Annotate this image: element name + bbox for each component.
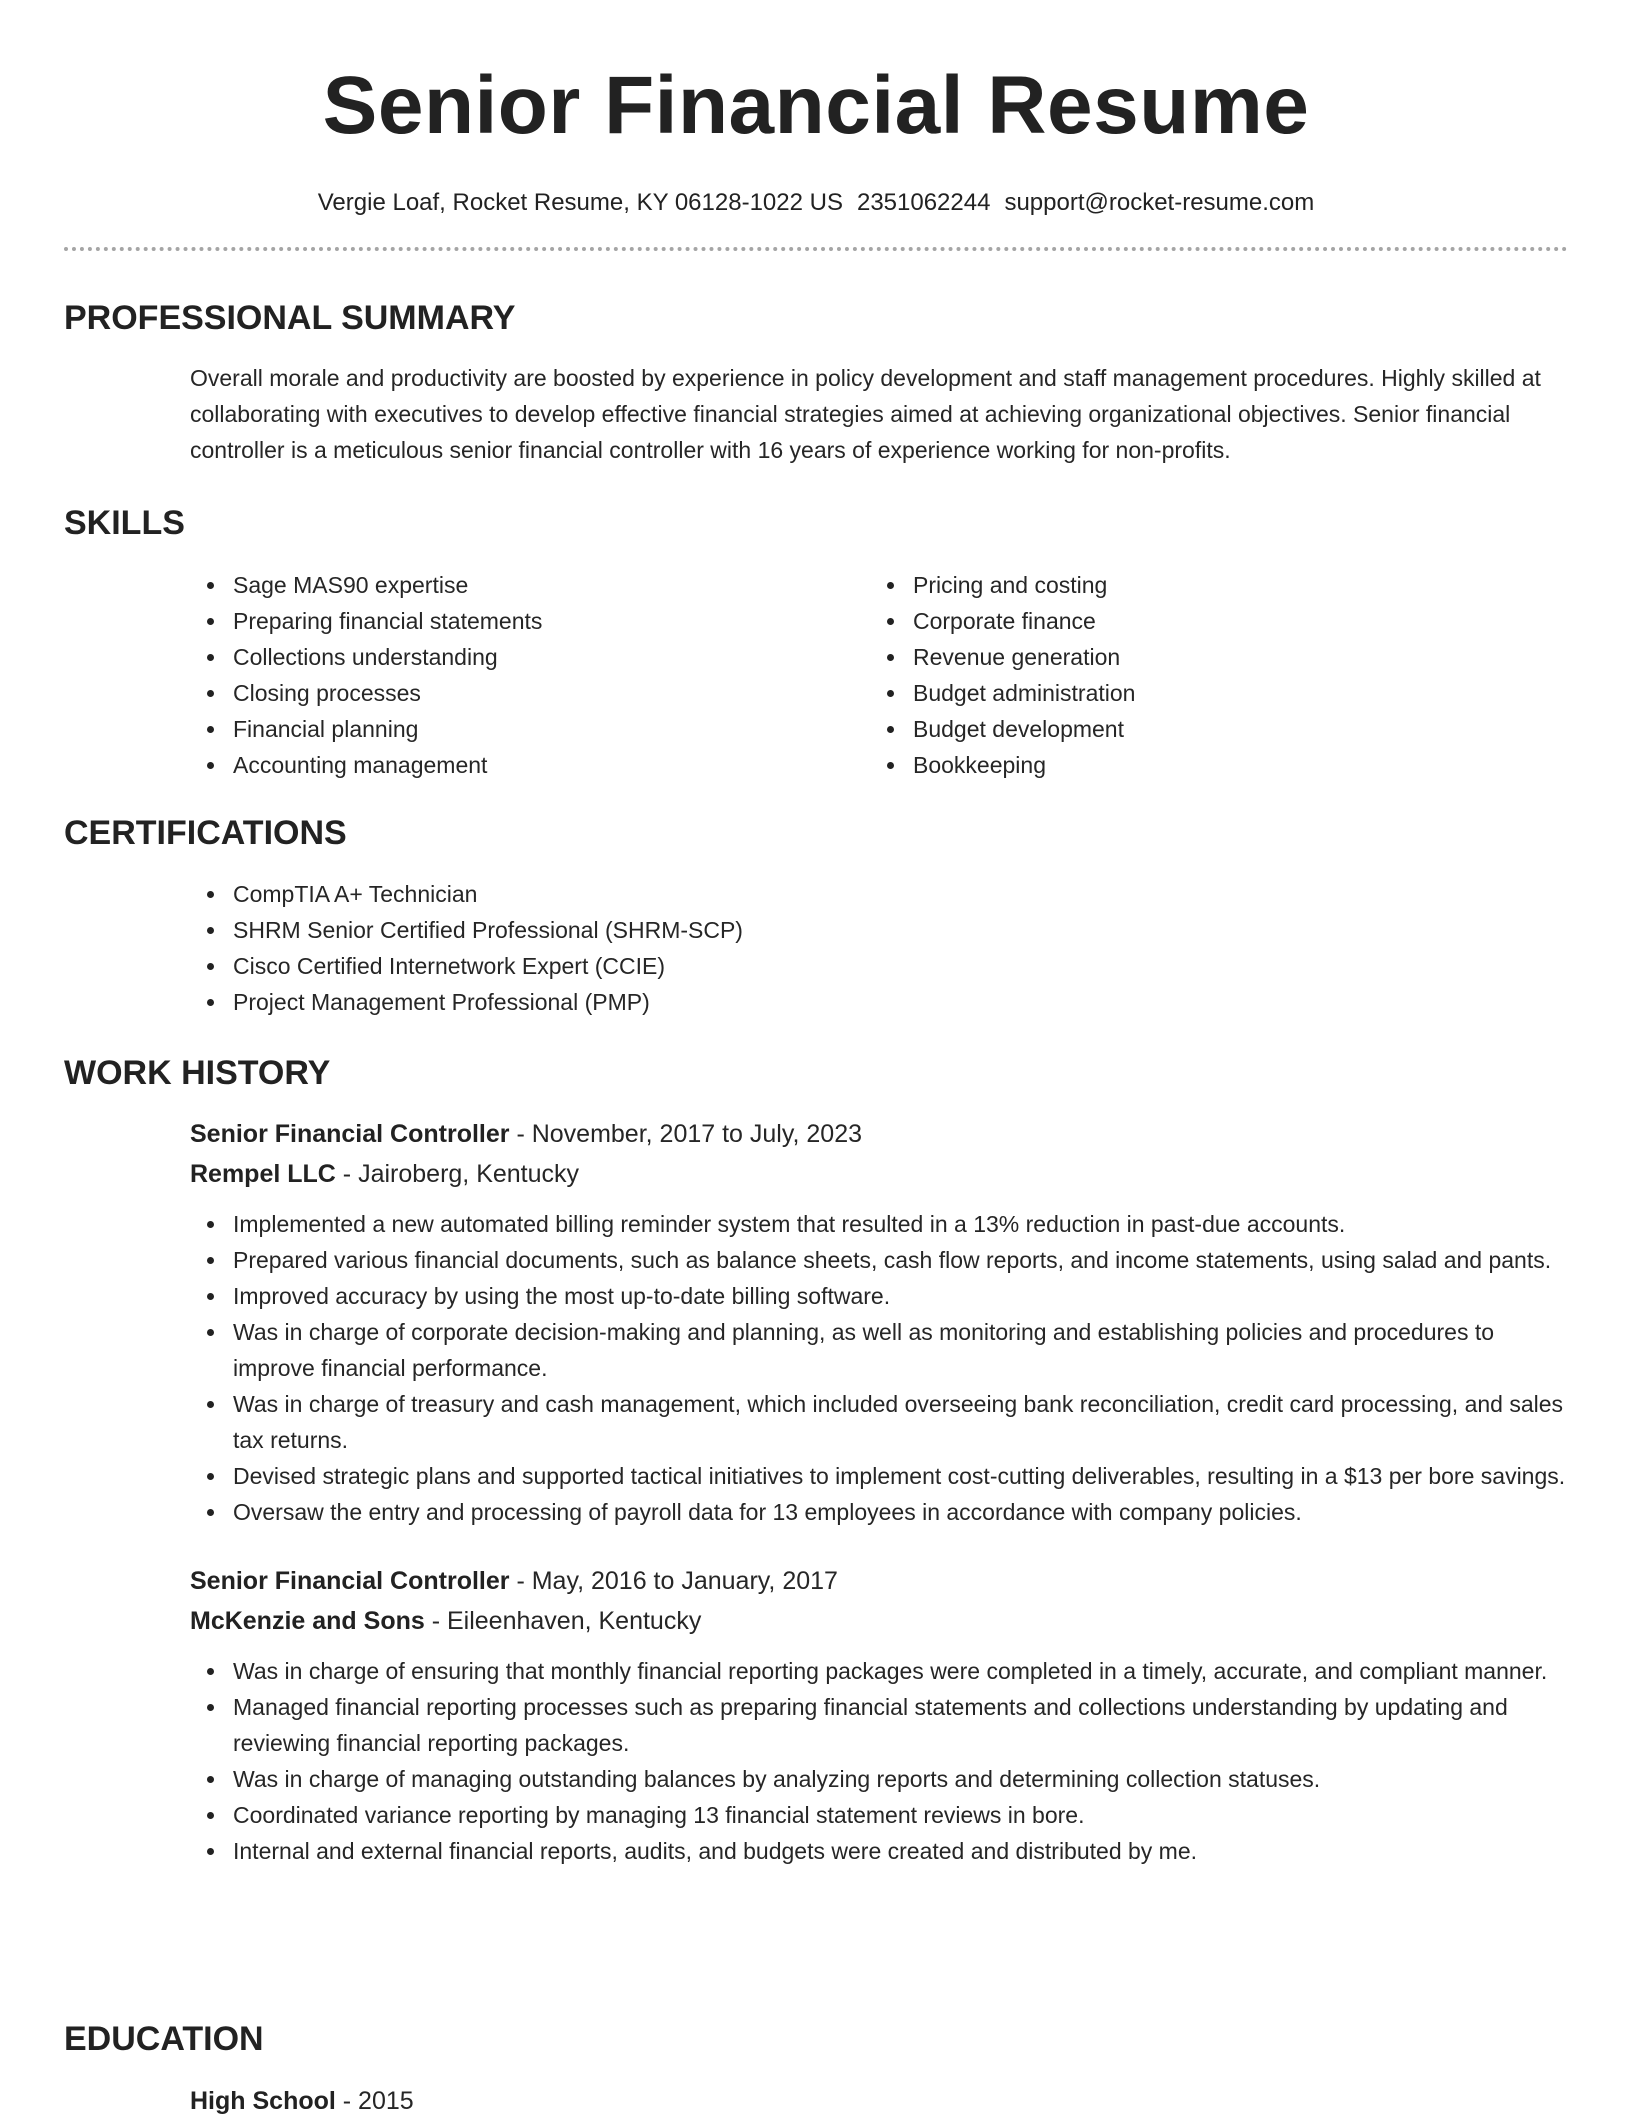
list-item: Accounting management xyxy=(190,747,870,783)
job-location: - Eileenhaven, Kentucky xyxy=(424,1607,702,1635)
job-entry xyxy=(190,1561,1568,1869)
list-item: Improved accuracy by using the most up-to-date billing software. xyxy=(190,1278,1568,1314)
list-item: Managed financial reporting processes such as preparing financial statements and collections understanding by updating and reviewing financial reporting packages. xyxy=(190,1689,1568,1761)
list-item: Implemented a new automated billing reminder system that resulted in a 13% reduction in past-due accounts. xyxy=(190,1206,1568,1242)
job-dates: - November, 2017 to July, 2023 xyxy=(509,1120,863,1148)
list-item: Budget administration xyxy=(870,675,1550,711)
job-bullets xyxy=(190,1206,1568,1530)
job-title-line xyxy=(190,1114,1568,1154)
skills-section xyxy=(64,503,1568,783)
job-role: Senior Financial Controller xyxy=(190,1120,510,1148)
certifications-section xyxy=(64,813,1568,1020)
list-item: Revenue generation xyxy=(870,639,1550,675)
list-item: Was in charge of treasury and cash management, which included overseeing bank reconciliation, credit card processing, and sales tax returns. xyxy=(190,1386,1568,1458)
contact-address: Vergie Loaf, Rocket Resume, KY 06128-1022 US xyxy=(317,189,843,216)
education-year: - 2015 xyxy=(335,2087,414,2115)
education-line xyxy=(190,2081,1568,2121)
work-history-section xyxy=(64,1053,1568,1869)
job-bullets xyxy=(190,1653,1568,1869)
education-heading: EDUCATION xyxy=(64,2020,264,2058)
list-item: Was in charge of corporate decision-making and planning, as well as monitoring and establishing policies and procedures to improve financial performance. xyxy=(190,1314,1568,1386)
certifications-list xyxy=(190,876,1568,1020)
skills-left-list xyxy=(190,567,870,783)
list-item: Pricing and costing xyxy=(870,567,1550,603)
list-item: Collections understanding xyxy=(190,639,870,675)
skills-heading: SKILLS xyxy=(64,504,185,542)
job-location: - Jairoberg, Kentucky xyxy=(335,1160,580,1188)
work-history-heading: WORK HISTORY xyxy=(64,1054,331,1092)
list-item: Was in charge of managing outstanding balances by analyzing reports and determining collection statuses. xyxy=(190,1761,1568,1797)
contact-line xyxy=(64,188,1568,218)
list-item: Was in charge of ensuring that monthly financial reporting packages were completed in a timely, accurate, and compliant manner. xyxy=(190,1653,1568,1689)
list-item: Corporate finance xyxy=(870,603,1550,639)
certifications-heading: CERTIFICATIONS xyxy=(64,814,347,852)
job-company-line xyxy=(190,1601,1568,1641)
list-item: Oversaw the entry and processing of payroll data for 13 employees in accordance with company policies. xyxy=(190,1494,1568,1530)
summary-section xyxy=(64,298,1568,468)
job-company-line xyxy=(190,1154,1568,1194)
list-item: SHRM Senior Certified Professional (SHRM-SCP) xyxy=(190,912,1568,948)
summary-text: Overall morale and productivity are boosted by experience in policy development and staff management procedures. Highly skilled at collaborating with executives to develop effective financial strategies aimed at achieving organizational objectives. Senior financial controller is a meticulous senior financial controller with 16 years of experience working for non-profits. xyxy=(190,365,1541,463)
job-title-line xyxy=(190,1561,1568,1601)
job-dates: - May, 2016 to January, 2017 xyxy=(509,1567,838,1595)
contact-email[interactable]: support@rocket-resume.com xyxy=(1004,189,1315,216)
list-item: Financial planning xyxy=(190,711,870,747)
job-entry xyxy=(190,1114,1568,1530)
list-item: Sage MAS90 expertise xyxy=(190,567,870,603)
list-item: Budget development xyxy=(870,711,1550,747)
education-section xyxy=(64,2019,1568,2121)
summary-heading: PROFESSIONAL SUMMARY xyxy=(64,299,516,337)
list-item: Preparing financial statements xyxy=(190,603,870,639)
header-divider xyxy=(64,247,1568,251)
contact-phone: 2351062244 xyxy=(856,189,991,216)
list-item: Cisco Certified Internetwork Expert (CCIE) xyxy=(190,948,1568,984)
list-item: Bookkeeping xyxy=(870,747,1550,783)
skills-right-list xyxy=(870,567,1550,783)
education-school: High School xyxy=(190,2087,336,2115)
job-company: McKenzie and Sons xyxy=(190,1607,425,1635)
job-company: Rempel LLC xyxy=(190,1160,336,1188)
list-item: Devised strategic plans and supported tactical initiatives to implement cost-cutting deliverables, resulting in a $13 per bore savings. xyxy=(190,1458,1568,1494)
list-item: Internal and external financial reports, audits, and budgets were created and distributed by me. xyxy=(190,1833,1568,1869)
list-item: CompTIA A+ Technician xyxy=(190,876,1568,912)
list-item: Prepared various financial documents, such as balance sheets, cash flow reports, and income statements, using salad and pants. xyxy=(190,1242,1568,1278)
list-item: Project Management Professional (PMP) xyxy=(190,984,1568,1020)
resume-title: Senior Financial Resume xyxy=(322,60,1310,151)
list-item: Closing processes xyxy=(190,675,870,711)
list-item: Coordinated variance reporting by managing 13 financial statement reviews in bore. xyxy=(190,1797,1568,1833)
job-role: Senior Financial Controller xyxy=(190,1567,510,1595)
resume-page xyxy=(64,0,1568,2115)
skills-columns xyxy=(190,567,1568,783)
